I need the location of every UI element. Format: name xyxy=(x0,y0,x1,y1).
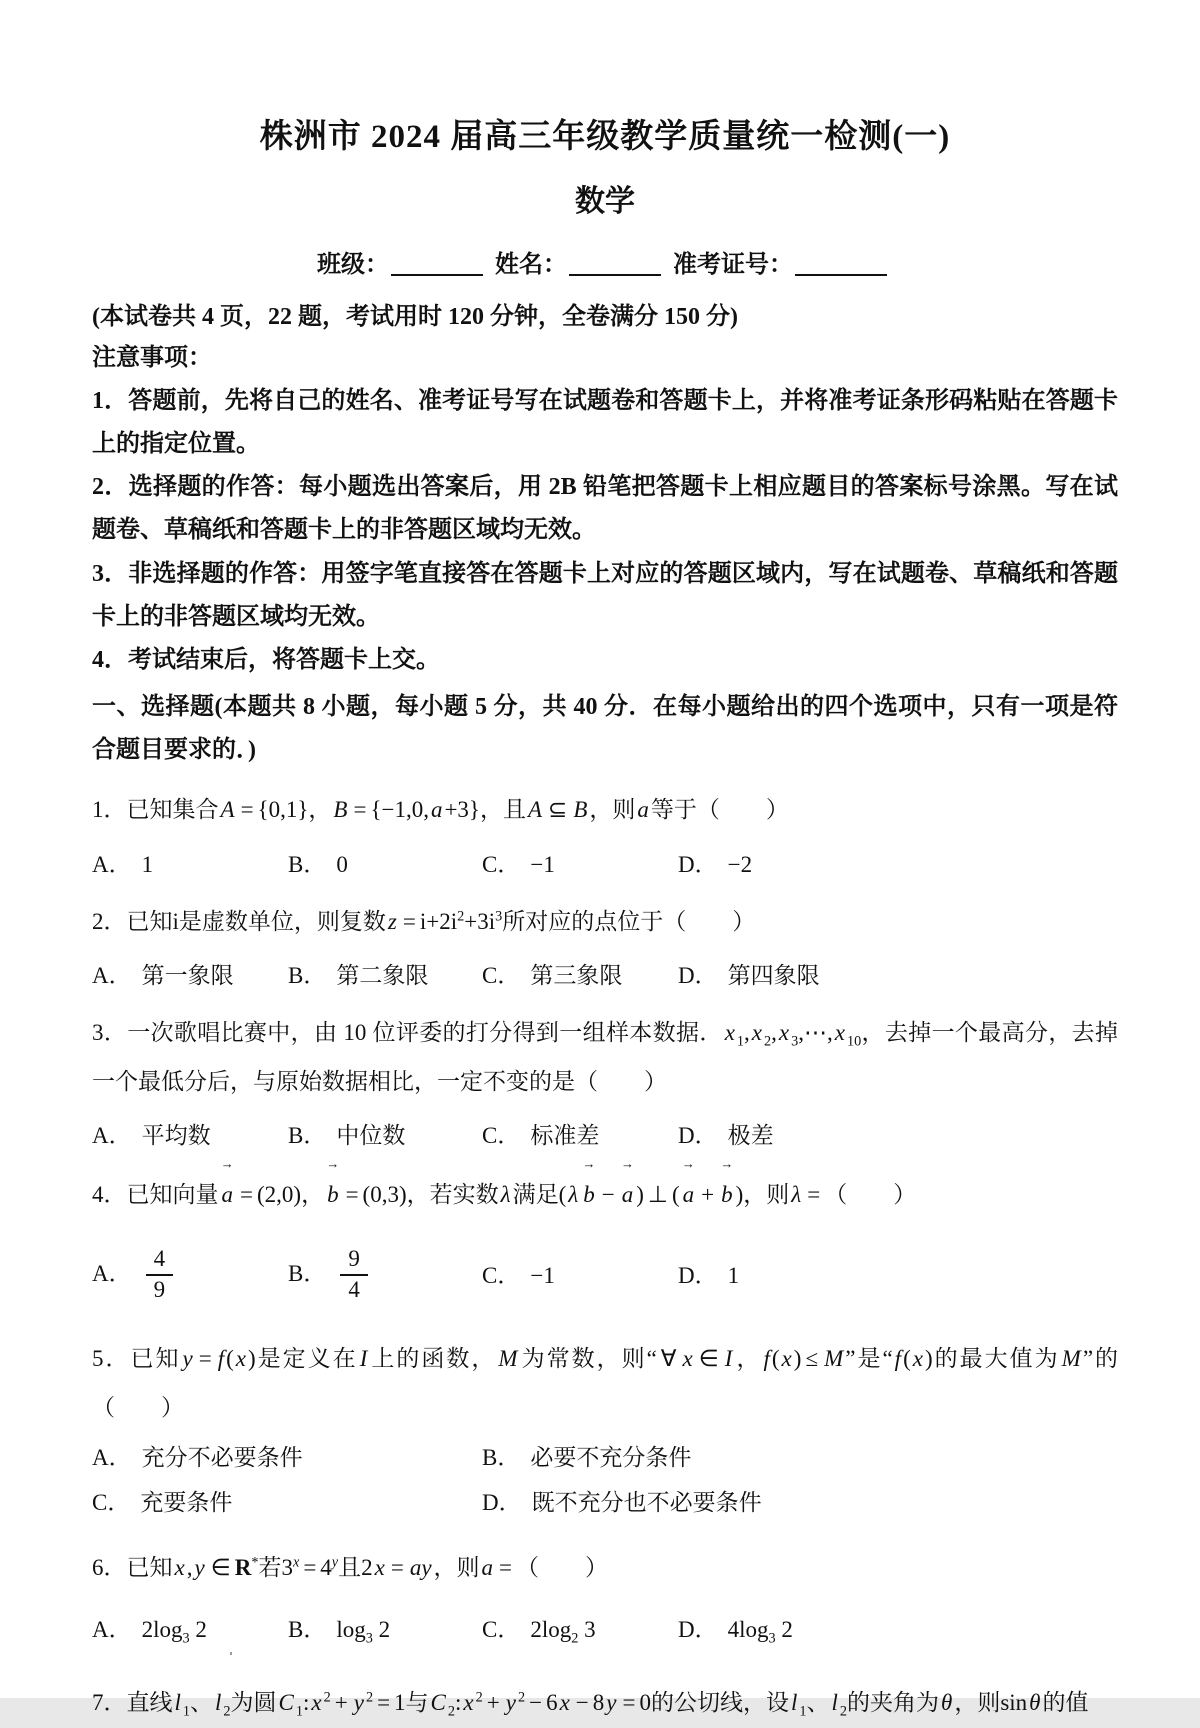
option-label: A． xyxy=(92,1617,132,1643)
question-4-option-a xyxy=(92,1245,288,1305)
question-5-options-row-1 xyxy=(92,1438,1118,1477)
exam-subject: 数学 xyxy=(575,184,635,218)
question-6-option-a xyxy=(92,1610,288,1649)
admission-number-label: 准考证号： xyxy=(673,251,793,278)
note-item-4: 4．考试结束后，将答题卡上交。 xyxy=(92,646,440,673)
option-label: A． xyxy=(92,1444,132,1470)
option-label: C． xyxy=(482,851,521,877)
option-content: 必要不充分条件 xyxy=(530,1444,692,1470)
option-label: B． xyxy=(288,851,327,877)
question-3-option-d xyxy=(678,1116,1118,1155)
question-4-options xyxy=(92,1229,1118,1321)
question-3-options xyxy=(92,1116,1118,1155)
option-label: A． xyxy=(92,963,132,989)
option-content: 第三象限 xyxy=(530,963,623,989)
option-label: C． xyxy=(92,1489,131,1515)
question-5-options-row-2 xyxy=(92,1483,1118,1522)
question-6-option-b xyxy=(288,1610,482,1649)
question-7-stem: 7．直线l $_1$、l $_2$为圆C $_1$:x $^2$ + y $^2$ = 1与C $_2$:x $^2$ + y $^2$ − 6x − 8y = 0的公切线，设l $_1$、l $_2$的夹角为θ，则sinθ的值 xyxy=(92,1689,1089,1720)
option-content: $\frac{9}{4}$ xyxy=(336,1261,372,1286)
option-label: A． xyxy=(92,1260,132,1286)
question-4-stem: 4．已知向量 → a = (2,0)， → b = (0,3)，若实数λ满足(λ → b − → a ) ⊥ ( → a + → b )，则λ = （ ） xyxy=(92,1155,917,1207)
question-5-stem: 5．已知y = f(x)是定义在I上的函数，M为常数，则“ ∀ x ∈ I，f(x) ≤ M”是“f(x)的最大值为M”的（ ） xyxy=(92,1346,1119,1420)
question-1-option-d xyxy=(678,845,1118,884)
option-content: 第一象限 xyxy=(141,963,234,989)
option-content: −1 xyxy=(530,1262,555,1288)
option-content: 既不充分也不必要条件 xyxy=(531,1489,762,1515)
question-5-option-d xyxy=(482,1483,1118,1522)
class-label: 班级： xyxy=(317,251,389,278)
scan-artifact-speck xyxy=(230,1652,232,1655)
option-label: D． xyxy=(678,1617,718,1643)
option-content: 中位数 xyxy=(336,1122,406,1148)
option-content: 第四象限 xyxy=(727,963,820,989)
question-5-option-b xyxy=(482,1438,1118,1477)
question-2-options xyxy=(92,956,1118,995)
option-content: $2\log_2$ 3 xyxy=(530,1617,596,1647)
option-content: −1 xyxy=(530,851,555,877)
option-label: D． xyxy=(678,1122,718,1148)
question-4-option-d xyxy=(678,1256,1118,1295)
question-6-stem: 6．已知x,y ∈ R*若$3^x = 4^y$且2x = ay，则a = （ ） xyxy=(92,1554,609,1580)
admission-number-blank xyxy=(795,248,887,276)
option-label: B． xyxy=(288,963,327,989)
option-content: $4\log_3$ 2 xyxy=(727,1617,793,1647)
option-content: $\frac{4}{9}$ xyxy=(142,1261,178,1286)
option-label: D． xyxy=(678,1262,718,1288)
question-6-option-d xyxy=(678,1610,1118,1649)
student-info-line xyxy=(92,248,1118,283)
name-field xyxy=(495,248,667,283)
exam-title: 株洲市 2024 届高三年级教学质量统一检测(一) xyxy=(259,119,951,155)
question-4-option-b xyxy=(288,1245,482,1305)
option-content: 第二象限 xyxy=(336,963,429,989)
option-content: $2\log_3$ 2 xyxy=(141,1617,207,1647)
question-2-option-d xyxy=(678,956,1118,995)
section-1-heading: 一、选择题(本题共 8 小题，每小题 5 分，共 40 分．在每小题给出的四个选项中，只有一项是符合题目要求的．) xyxy=(92,694,1118,764)
question-4-option-c xyxy=(482,1256,678,1295)
option-content: $\log_3 2$ xyxy=(336,1617,391,1647)
option-label: C． xyxy=(482,1617,521,1643)
name-blank xyxy=(569,248,661,276)
option-content: 平均数 xyxy=(141,1122,211,1148)
option-label: B． xyxy=(288,1122,327,1148)
option-label: C． xyxy=(482,1122,521,1148)
option-content: −2 xyxy=(727,851,753,877)
option-label: C． xyxy=(482,1262,521,1288)
option-content: 1 xyxy=(141,851,154,877)
option-content: 0 xyxy=(336,851,348,877)
note-item-1: 1．答题前，先将自己的姓名、准考证号写在试题卷和答题卡上，并将准考证条形码粘贴在答题卡上的指定位置。 xyxy=(92,387,1118,457)
option-label: B． xyxy=(482,1444,521,1470)
option-label: D． xyxy=(482,1489,522,1515)
admission-number-field xyxy=(673,248,893,283)
class-blank xyxy=(391,248,483,276)
question-3-stem: 3．一次歌唱比赛中，由 10 位评委的打分得到一组样本数据．x $_1$,x $_2$,x $_3$,⋯,x $_{10}$，去掉一个最高分，去掉一个最低分后，与原始数据相比，一定不变的是（ ） xyxy=(92,1020,1119,1094)
question-6-option-c xyxy=(482,1610,678,1649)
option-content: 充分不必要条件 xyxy=(141,1444,303,1470)
question-3-option-b xyxy=(288,1116,482,1155)
option-label: B． xyxy=(288,1617,327,1643)
question-1-stem: 1．已知集合A = {0,1}，B = {−1,0,a+3}，且A ⊆ B，则a等于（ ） xyxy=(92,797,789,823)
note-item-2: 2．选择题的作答：每小题选出答案后，用 2B 铅笔把答题卡上相应题目的答案标号涂黑。写在试题卷、草稿纸和答题卡上的非答题区域均无效。 xyxy=(92,474,1118,544)
question-2-option-b xyxy=(288,956,482,995)
question-1-options xyxy=(92,845,1118,884)
question-1-option-a xyxy=(92,845,288,884)
option-label: D． xyxy=(678,851,718,877)
option-content: 标准差 xyxy=(530,1122,600,1148)
option-content: 1 xyxy=(727,1262,740,1288)
note-item-3: 3．非选择题的作答：用签字笔直接答在答题卡上对应的答题区域内，写在试题卷、草稿纸和答题卡上的非答题区域均无效。 xyxy=(92,560,1118,630)
question-3-option-c xyxy=(482,1116,678,1155)
question-3-option-a xyxy=(92,1116,288,1155)
question-1-option-c xyxy=(482,845,678,884)
option-content: 充要条件 xyxy=(140,1489,233,1515)
question-2-option-c xyxy=(482,956,678,995)
question-1-option-b xyxy=(288,845,482,884)
option-label: A． xyxy=(92,851,132,877)
question-5-option-c xyxy=(92,1483,482,1522)
question-5-option-a xyxy=(92,1438,482,1477)
option-content: 极差 xyxy=(727,1122,774,1148)
option-label: C． xyxy=(482,963,521,989)
question-2-stem: 2．已知i是虚数单位，则复数$z = i+2i^2+3i^3$所对应的点位于（ ） xyxy=(92,908,756,934)
option-label: D． xyxy=(678,963,718,989)
question-6-options xyxy=(92,1610,1118,1649)
paper-info: (本试卷共 4 页，22 题，考试用时 120 分钟，全卷满分 150 分) xyxy=(92,304,738,331)
option-label: B． xyxy=(288,1260,327,1286)
notes-title: 注意事项： xyxy=(92,344,212,371)
name-label: 姓名： xyxy=(495,251,567,278)
question-2-option-a xyxy=(92,956,288,995)
class-field xyxy=(317,248,489,283)
option-label: A． xyxy=(92,1122,132,1148)
